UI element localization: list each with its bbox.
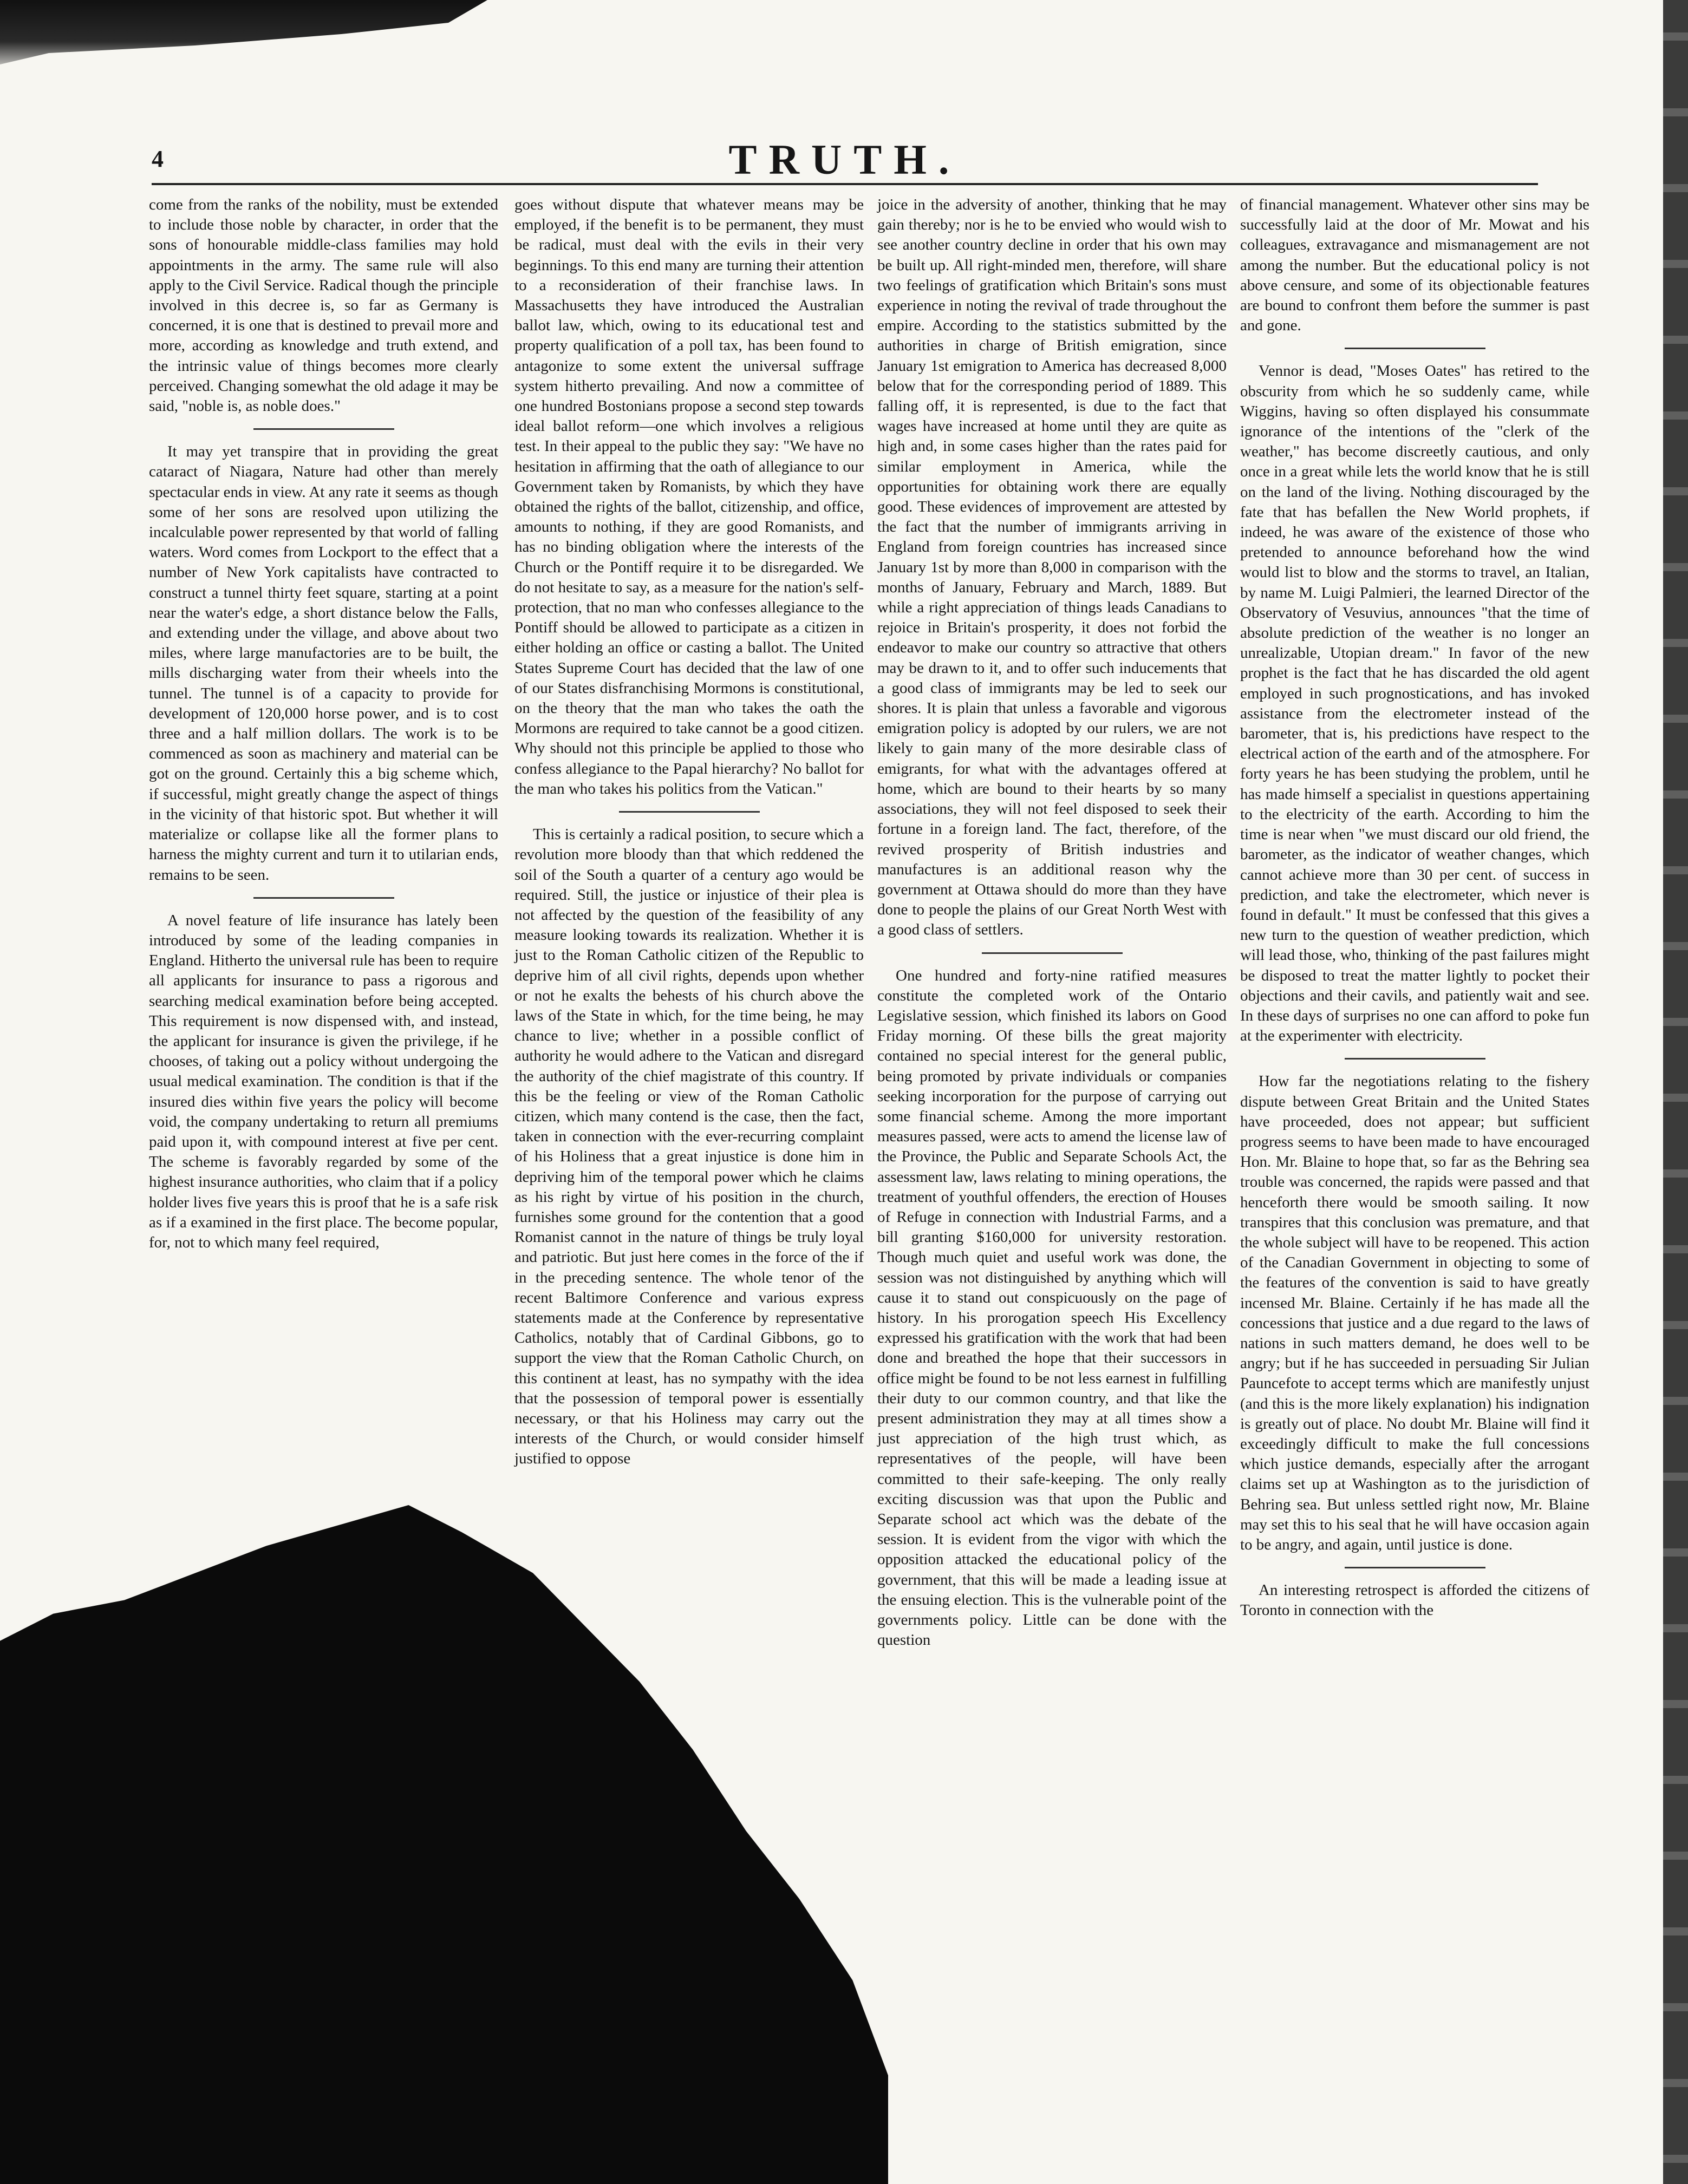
article-paragraph: An interesting retrospect is afforded the citizens of Toronto in connection with the [1240, 1581, 1589, 1619]
article-paragraph: How far the negotiations relating to the fishery dispute between Great Britain and the United States have proceeded, does not appear; but sufficient progress seems to have been made to have encouraged Hon. Mr. Blaine to hope that, so far as the Behring sea trouble was concerned, the rapids were passed and that henceforth there would be smooth sailing. It now transpires that this conclusion was premature, and that the whole subject will have to be reopened. This action of the Canadian Government in objecting to some of the features of the convention is said to have greatly incensed Mr. Blaine. Certainly if he has made all the concessions that justice and a due regard to the laws of nations in such matters demand, he does well to be angry; but if he has succeeded in persuading Sir Julian Pauncefote to accept terms which are manifestly unjust (and this is the more likely explanation) his indignation is greatly out of place. No doubt Mr. Blaine will find it exceedingly difficult to make the full concessions which justice demands, especially after the arrogant claims set up at Washington as to the jurisdiction of Behring sea. But unless settled right now, Mr. Blaine may set this to his seal that he will have occasion again to be angry, and again, until justice is done. [1240, 1073, 1589, 1553]
article-divider [1345, 1058, 1485, 1060]
column-4 [1240, 195, 1589, 1633]
ink-damage-blot [0, 1505, 888, 2184]
column-1 [149, 195, 498, 1265]
article-paragraph: goes without dispute that whatever means may be employed, if the benefit is to be permanent, they must be radical, must deal with the evils in their very beginnings. To this end many are turning their attention to a reconsideration of their franchise laws. In Massachusetts they have introduced the Australian ballot law, which, owing to its educational test and property qualification of a poll tax, has been found to antagonize to some extent the universal suffrage system hitherto prevailing. And now a committee of one hundred Bostonians propose a second step towards ideal ballot reform—one which involves a religious test. In their appeal to the public they say: "We have no hesitation in affirming that the oath of allegiance to our Government taken by Romanists, by which they have obtained the rights of the ballot, citizenship, and office, amounts to nothing, if they are good Romanists, and has no binding obligation where the interests of the Church or the Pontiff require it to be disregarded. We do not hesitate to say, as a measure for the nation's self-protection, that no man who confesses allegiance to the Pontiff should be allowed to participate as a citizen in either holding an office or casting a ballot. The United States Supreme Court has decided that the law of one of our States disfranchising Mormons is constitutional, on the theory that the man who takes the oath the Mormons are required to take cannot be a good citizen. Why should not this principle be applied to those who confess allegiance to the Papal hierarchy? No ballot for the man who takes his politics from the Vatican." [514, 196, 864, 797]
article-divider [982, 952, 1123, 954]
page-number: 4 [152, 146, 164, 172]
article-paragraph: It may yet transpire that in providing the great cataract of Niagara, Nature had other than merely spectacular ends in view. At any rate it seems as though some of her sons are resolved upon utilizing the incalculable power represented by that world of falling waters. Word comes from Lockport to the effect that a number of New York capitalists have contracted to construct a tunnel thirty feet square, starting at a point near the water's edge, a short distance below the Falls, and extending under the village, and above about two miles, where large manufactories are to be built, the mills discharging water from their wheels into the tunnel. The tunnel is of a capacity to provide for development of 120,000 horse power, and is to cost three and a half million dollars. The work is to be commenced as soon as machinery and material can be got on the ground. Certainly this a big scheme which, if successful, might greatly change the aspect of things in the vicinity of that historic spot. But whether it will materialize or collapse like all the former plans to harness the mighty current and turn it to utilarian ends, remains to be seen. [149, 443, 498, 884]
article-paragraph: Vennor is dead, "Moses Oates" has retired to the obscurity from which he so suddenly came, while Wiggins, having so often displayed his consummate ignorance of the intentions of the "clerk of the weather," has become discreetly cautious, and only once in a great while lets the world know that he is still on the land of the living. Nothing discouraged by the fate that has befallen the New World prophets, if indeed, he was aware of the existence of those who pretended to announce beforehand how the wind would list to blow and the storms to travel, an Italian, by name M. Luigi Palmieri, the learned Director of the Observatory of Vesuvius, announces "that the time of absolute prediction of the weather is no longer an unrealizable, Utopian dream." In favor of the new prophet is the fact that he has discarded the old agent employed in such prognostications, and has invoked assistance from the electrometer instead of the barometer, that is, his predictions have respect to the electrical action of the earth and of the atmosphere. For forty years he has been studying the problem, until he has made himself a specialist in questions appertaining to the electricity of the earth. According to him the time is near when "we must discard our old friend, the barometer, as the indicator of weather changes, which cannot achieve more than 30 per cent. of success in prediction, and take the electrometer, which never is found in default." It must be confessed that this gives a new turn to the question of weather prediction, which will lead those, who, thinking of the past failures might be disposed to treat the matter lightly to pocket their objections and their cavils, and patiently wait and see. In these days of surprises no one can afford to poke fun at the experimenter with electricity. [1240, 362, 1589, 1045]
article-divider [253, 897, 394, 899]
article-divider [619, 811, 760, 813]
article-divider [1345, 348, 1485, 349]
article-paragraph: One hundred and forty-nine ratified measures constitute the completed work of the Ontario Legislative session, which finished its labors on Good Friday morning. Of these bills the great majority contained no special interest for the general public, being promoted by private individuals or companies seeking incorporation for the purpose of carrying out some financial scheme. Among the more important measures passed, were acts to amend the license law of the Province, the Public and Separate Schools Act, the assessment law, laws relating to mining operations, the treatment of youthful offenders, the erection of Houses of Refuge in connection with Industrial Farms, and a bill granting $160,000 for university restoration. Though much quiet and useful work was done, the session was not distinguished by anything which will cause it to stand out conspicuously on the page of history. In his prorogation speech His Excellency expressed his gratification with the work that had been done and breathed the hope that their successors in office might be found to be not less earnest in fulfilling their duty to our common country, and that like the present administration they may at all times show a just appreciation of the high trust which, as representatives of the people, will have been committed to their safe-keeping. The only really exciting discussion was that upon the Public and Separate school act which was the debate of the session. It is evident from the vigor with which the opposition attacked the educational policy of the government, that this will be made a leading issue at the ensuing election. This is the vulnerable point of the governments policy. Little can be done with the question [877, 966, 1227, 1649]
page-header [152, 135, 1538, 189]
scan-shadow-top-left [0, 0, 487, 76]
article-paragraph: This is certainly a radical position, to secure which a revolution more bloody than that which reddened the soil of the South a quarter of a century ago would be required. Still, the justice or injustice of their plea is not affected by the question of the feasibility of any measure looking towards its realization. Whether it is just to the Roman Catholic citizen of the Republic to deprive him of all civil rights, depends upon whether or not he exalts the behests of his church above the laws of the State in which, for the time being, he may chance to live; whether in a possible conflict of authority he would adhere to the Vatican and disregard the authority of the chief magistrate of this country. If this be the feeling or view of the Roman Catholic citizen, which many contend is the case, then the fact, taken in connection with the ever-recurring complaint of his Holiness that a great injustice is done him in depriving him of the temporal power which he claims as his right by virtue of his position in the church, furnishes some ground for the contention that a good Romanist cannot in the nature of things be truly loyal and patriotic. But just here comes in the force of the if in the preceding sentence. The whole tenor of the recent Baltimore Conference and various express statements made at the Conference by representative Catholics, notably that of Cardinal Gibbons, go to support the view that the Roman Catholic Church, on this continent at least, has no sympathy with the idea that the possession of temporal power is essentially necessary, or that his Holiness may carry out the interests of the Church, or would consider himself justified to oppose [514, 826, 864, 1468]
article-paragraph: come from the ranks of the nobility, must be extended to include those noble by character, in order that the sons of honourable middle-class families may hold appointments in the army. The same rule will also apply to the Civil Service. Radical though the principle involved in this decree is, so far as Germany is concerned, it is one that is destined to prevail more and more, according as knowledge and truth extend, and the intrinsic value of things becomes more clearly perceived. Changing somewhat the old adage it may be said, "noble is, as noble does." [149, 196, 498, 415]
column-2 [514, 195, 864, 1481]
masthead-title: TRUTH. [728, 136, 961, 183]
article-divider [1345, 1567, 1485, 1568]
column-3 [877, 195, 1227, 1662]
article-paragraph: A novel feature of life insurance has lately been introduced by some of the leading companies in England. Hitherto the universal rule has been to require all applicants for insurance to pass a rigorous and searching medical examination before being accepted. This requirement is now dispensed with, and instead, the applicant for insurance is given the privilege, if he chooses, of taking out a policy without undergoing the usual medical examination. The condition is that if the insured dies within five years the policy will become void, the company undertaking to return all premiums paid upon it, with compound interest at five per cent. The scheme is favorably regarded by some of the highest insurance authorities, who claim that if a policy holder lives five years this is proof that he is a safe risk as if a examined in the first place. The become popular, for, not to which many feel required, [149, 911, 498, 1251]
scan-edge-right [1663, 0, 1688, 2184]
header-rule [152, 183, 1538, 185]
article-paragraph: of financial management. Whatever other sins may be successfully laid at the door of Mr. Mowat and his colleagues, extravagance and mismanagement are not among the number. But the educational policy is not above censure, and some of its objectionable features are bound to confront them before the summer is past and gone. [1240, 196, 1589, 335]
article-paragraph: joice in the adversity of another, thinking that he may gain thereby; nor is he to be envied who would wish to see another country decline in order that his own may be built up. All right-minded men, therefore, will share two feelings of gratification which Britain's sons must experience in noting the revival of trade throughout the empire. According to the statistics submitted by the authorities in charge of British emigration, since January 1st emigration to America has decreased 8,000 below that for the corresponding period of 1889. This falling off, it is represented, is due to the fact that wages have increased at home until they are quite as high and, in some cases higher than the rates paid for similar employment in America, while the opportunities for obtaining work there are equally good. These evidences of improvement are attested by the fact that the number of immigrants arriving in England from foreign countries has increased since January 1st by more than 8,000 in comparison with the months of January, February and March, 1889. But while a right appreciation of things leads Canadians to rejoice in Britain's prosperity, it does not forbid the endeavor to make our country so attractive that others may be drawn to it, and to offer such inducements that a good class of immigrants may be led to seek our shores. It is plain that unless a favorable and vigorous emigration policy is adopted by our rulers, we are not likely to gain many of the more desirable class of emigrants, for what with the advantages offered at home, which are bound to their hearts by so many associations, they will not feel disposed to seek their fortune in a foreign land. The fact, therefore, of the revived prosperity of British industries and manufactures is an additional reason why the government at Ottawa should do more than they have done to people the plains of our Great North West with a good class of settlers. [877, 196, 1227, 939]
article-divider [253, 428, 394, 430]
